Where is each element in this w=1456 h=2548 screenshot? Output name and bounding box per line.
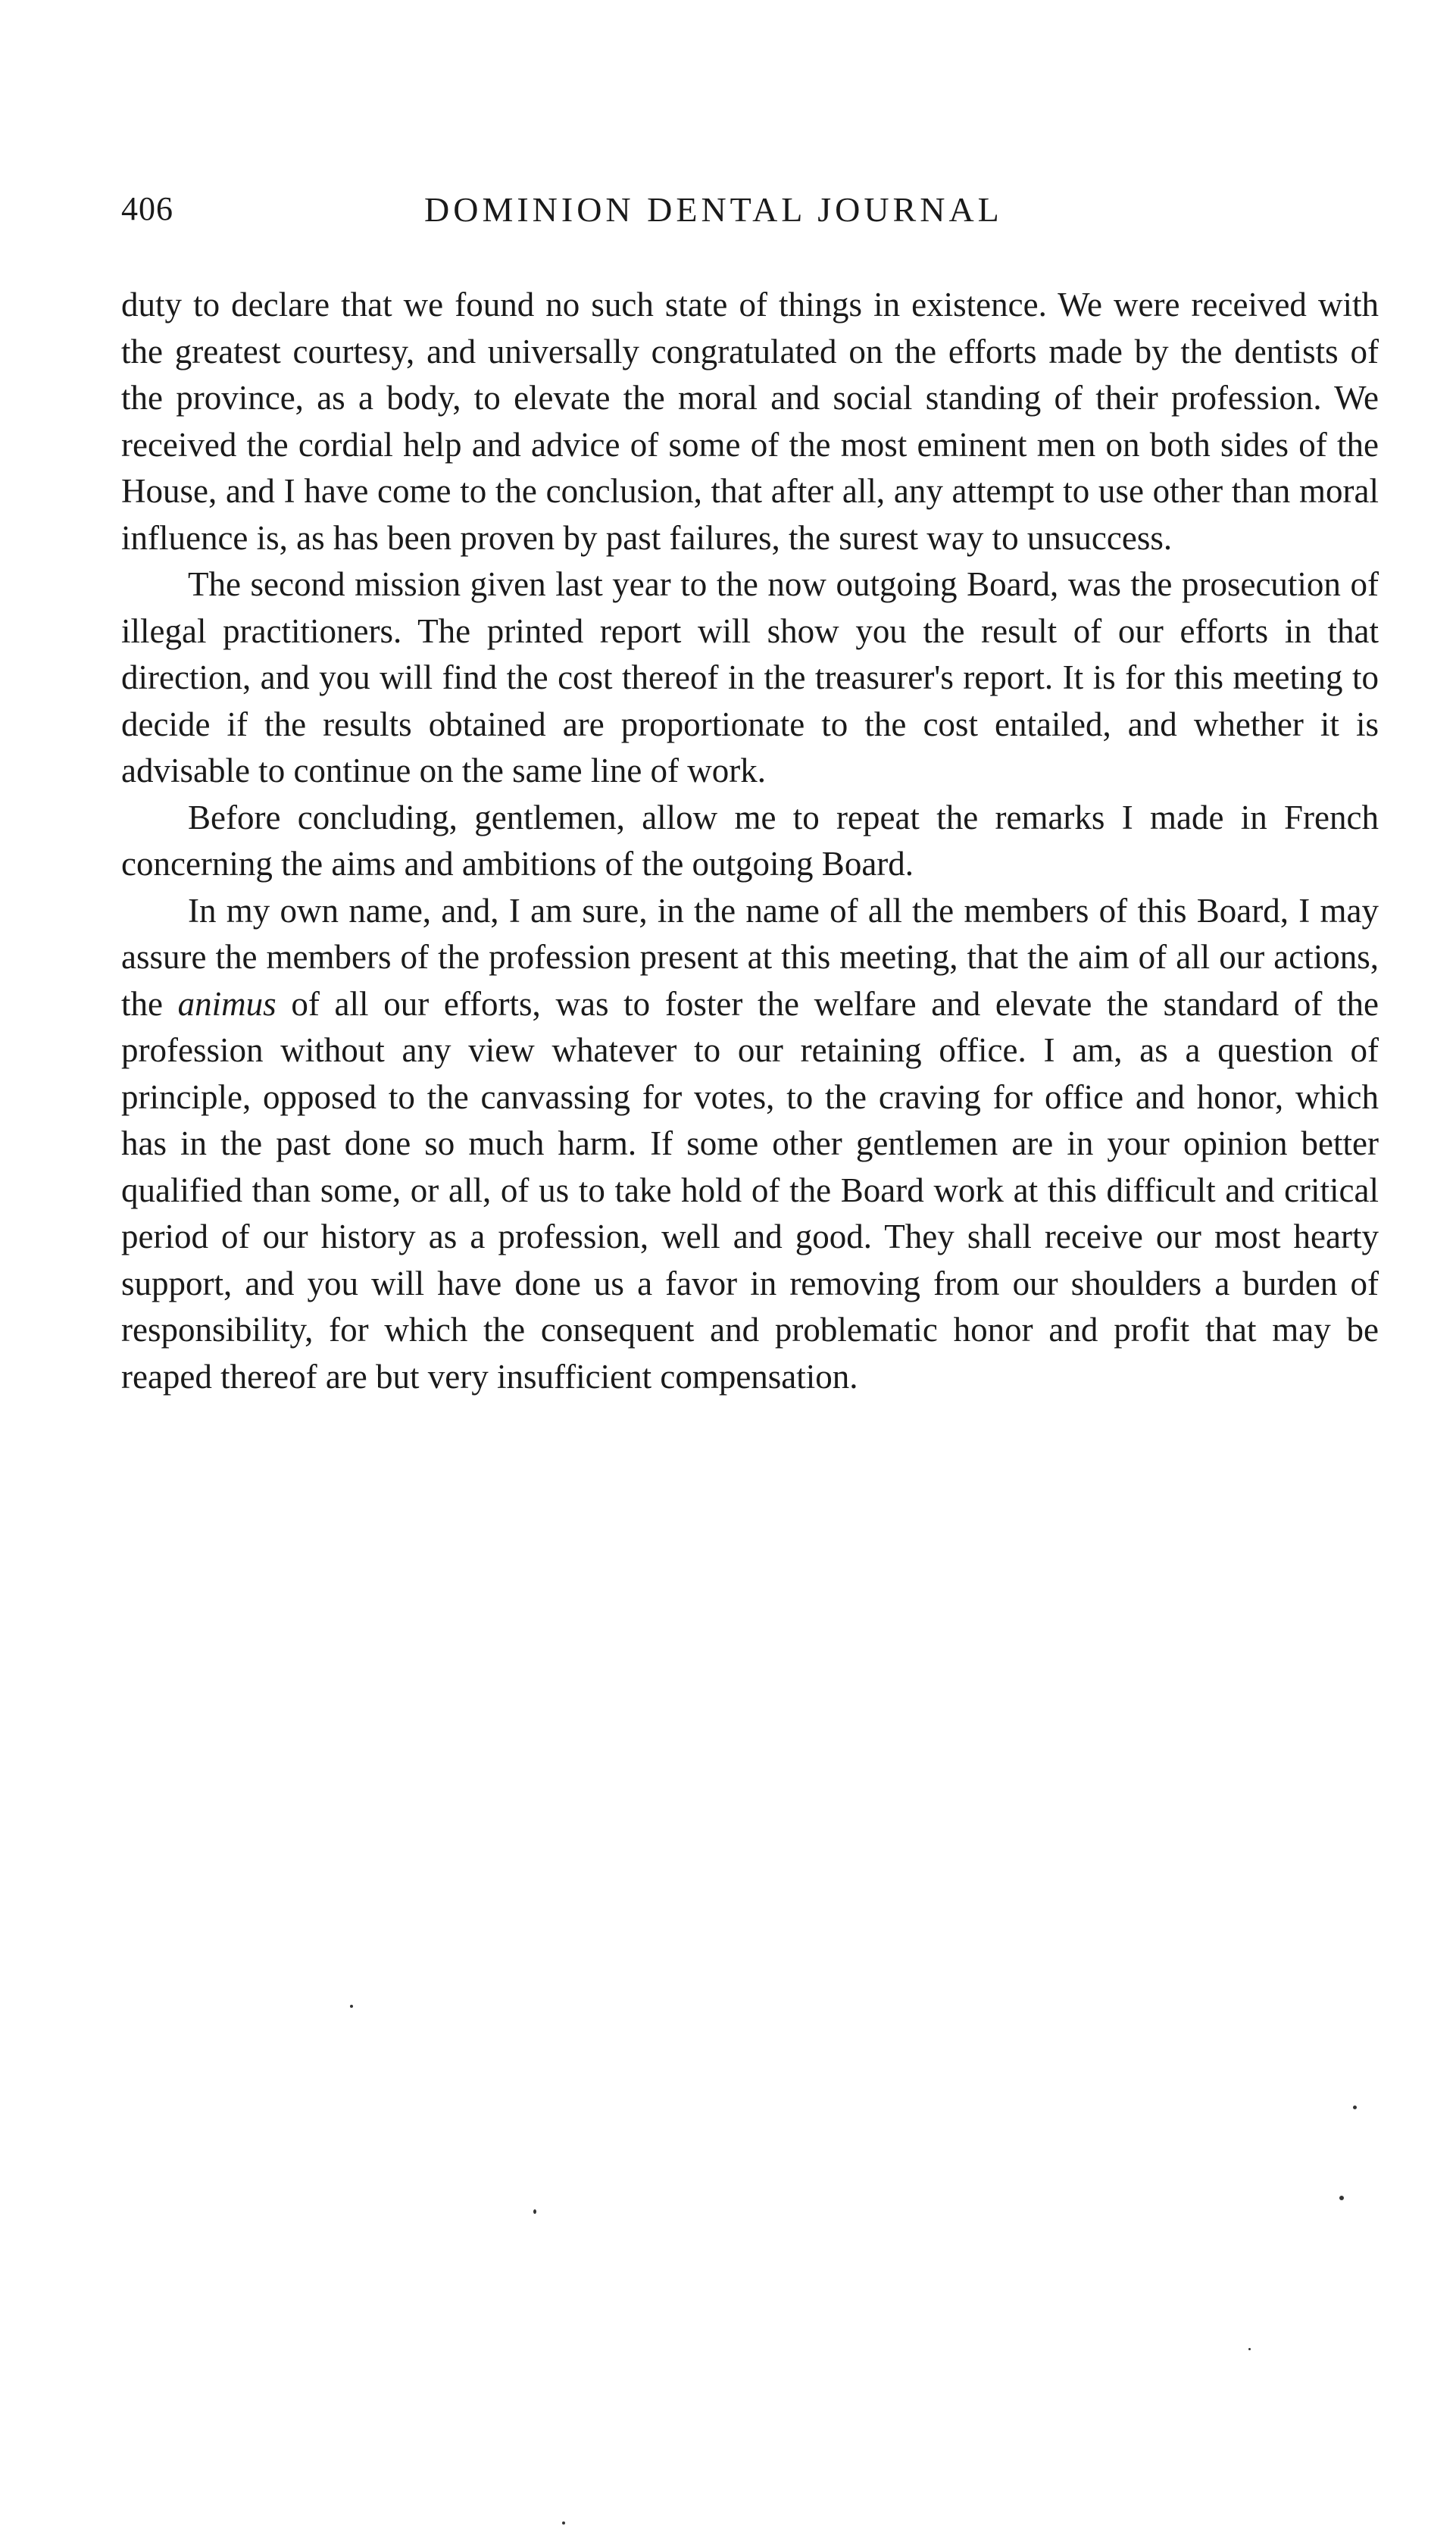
italic-term-animus: animus bbox=[177, 984, 277, 1023]
scan-speck bbox=[562, 2521, 565, 2525]
scan-speck bbox=[1353, 2106, 1357, 2109]
paragraph-own-name-text-end: of all our efforts, was to foster the welfare and elevate the standard of the profession without any view whatever to our retaining office. I am, as a question of principle, opposed to the canvassing for votes, to the craving for office and honor, which has in the past done so much harm. If some other gentlemen are in your opinion better qualified than some, or all, of us to take hold of the Board work at this difficult and critical period of our history as a profession, well and good. They shall receive our most hearty support, and you will have done us a favor in removing from our shoulders a burden of responsibility, for which the consequent and problematic honor and profit that may be reaped thereof are but very insufficient compensation. bbox=[121, 984, 1379, 1396]
paragraph-own-name-text-start: In my own name, and, I am sure, in the name of all the members of this Board, I may assure the members of the profession present at this meeting, that the aim of all our actions, the bbox=[121, 891, 1379, 1023]
page-header bbox=[121, 189, 1106, 242]
scan-speck bbox=[350, 2005, 353, 2008]
running-title: DOMINION DENTAL JOURNAL bbox=[424, 190, 1003, 229]
paragraph-own-name bbox=[121, 888, 1379, 1401]
paragraph-continued: duty to declare that we found no such state of things in existence. We were received with the greatest courtesy, and universally congratulated on the efforts made by the dentists of the province, as a body, to elevate the moral and social standing of their profession. We received the cordial help and advice of some of the most eminent men on both sides of the House, and I have come to the conclusion, that after all, any attempt to use other than moral influence is, as has been proven by past failures, the surest way to unsuccess. bbox=[121, 286, 1379, 557]
body-text bbox=[121, 282, 1379, 1400]
scan-speck bbox=[1248, 2348, 1251, 2350]
page-number: 406 bbox=[121, 190, 173, 227]
paragraph-before-concluding: Before concluding, gentlemen, allow me to repeat the remarks I made in French concerning the aims and ambitions of the outgoing Board. bbox=[121, 798, 1379, 883]
scan-speck bbox=[1339, 2196, 1344, 2200]
paragraph-second-mission: The second mission given last year to the now outgoing Board, was the prosecution of illegal practitioners. The printed report will show you the result of our efforts in that direction, and you will find the cost thereof in the treasurer's report. It is for this meeting to decide if the results obtained are proportionate to the cost entailed, and whether it is advisable to continue on the same line of work. bbox=[121, 565, 1379, 789]
scan-speck bbox=[533, 2209, 536, 2214]
